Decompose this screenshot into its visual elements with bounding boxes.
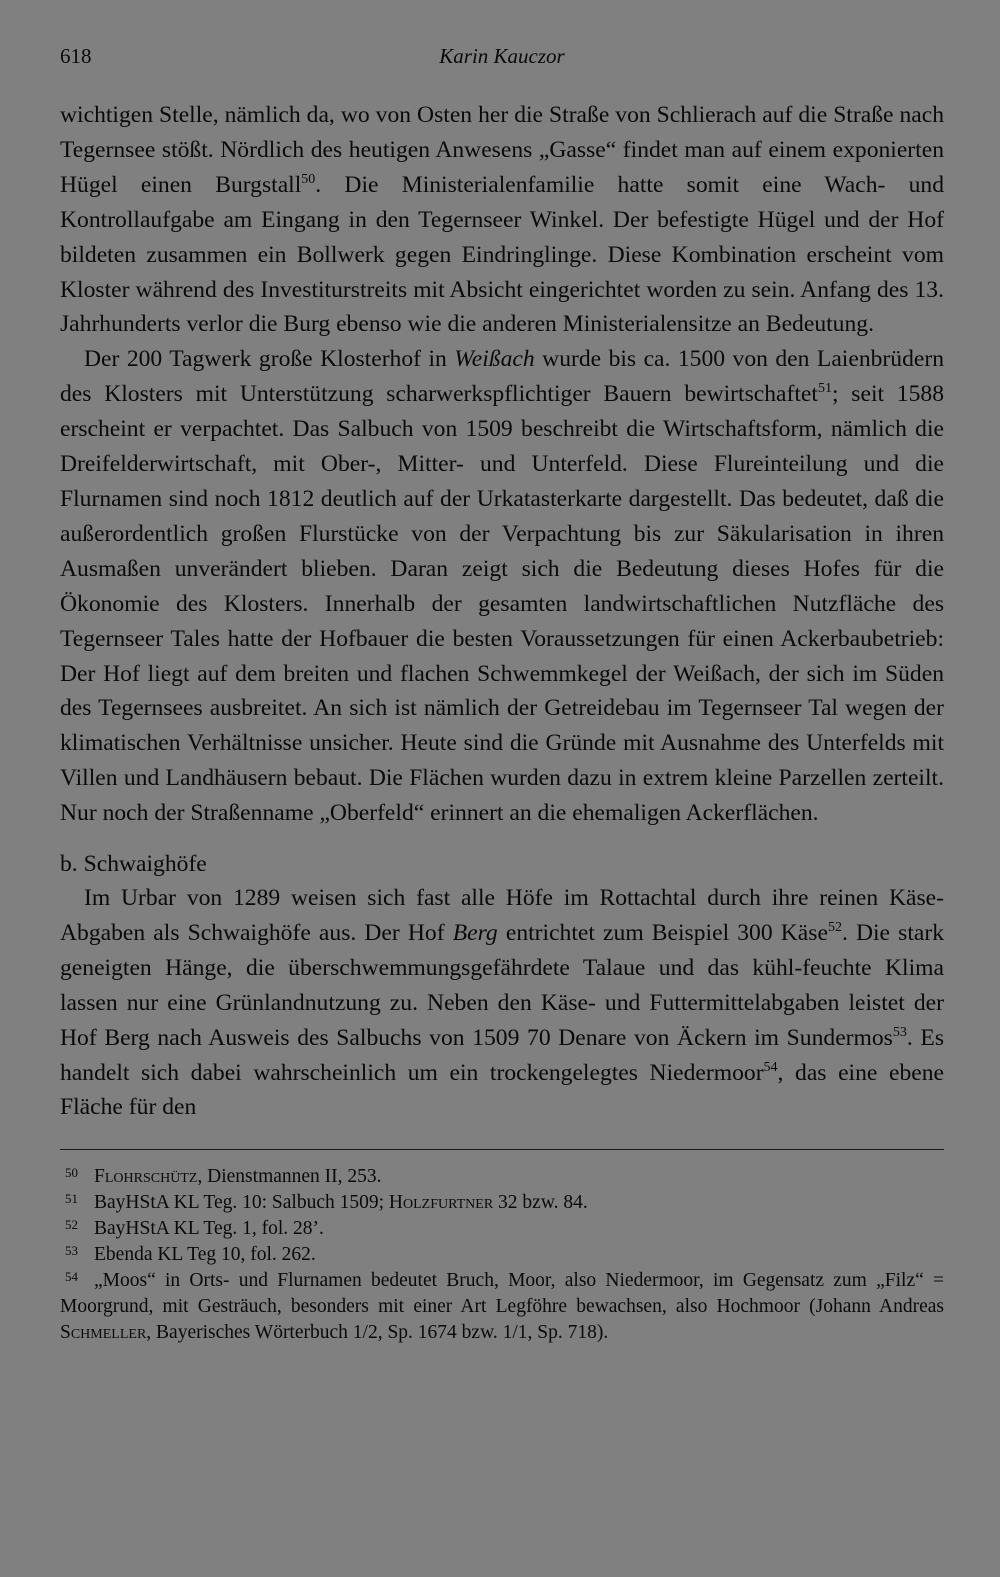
footnote-text: BayHStA KL Teg. 1, fol. 28’. xyxy=(94,1218,324,1240)
paragraph-text: Der 200 Tagwerk große Klosterhof in xyxy=(84,346,455,373)
footnote-number: 51 xyxy=(65,1191,78,1207)
footnotes xyxy=(60,1164,944,1346)
author-name: Flohrschütz xyxy=(94,1166,198,1188)
footnote-number: 53 xyxy=(65,1243,78,1259)
place-name-berg: Berg xyxy=(452,919,498,946)
footnote-text: , Dienstmannen II, 253. xyxy=(197,1166,382,1188)
page-header xyxy=(60,44,944,78)
footnote-ref-54[interactable]: 54 xyxy=(763,1059,778,1075)
paragraph-text: . Die Ministerialenfamilie hatte somit eine Wach- und Kontrollaufgabe am Eingang in den Tegernseer Winkel. Der befestigte Hügel und der Hof bildeten zusammen ein Bollwerk gegen Eindringlinge. Diese Kombination erscheint vom Kloster während des Investiturstreits mit Absicht eingerichtet worden zu sein. Anfang des 13. Jahrhunderts verlor die Burg ebenso wie die anderen Ministerialensitze an Bedeutung. xyxy=(60,171,944,338)
paragraph-text: . Es handelt sich dabei wahrscheinlich um ein trockengelegtes Niedermoor xyxy=(60,1024,944,1086)
author-name: Holzfurtner xyxy=(388,1192,494,1214)
paragraph-text: . Die stark geneigten Hänge, die überschwemmungsgefährdete Talaue und das kühl-feuchte Klima lassen nur eine Grünlandnutzung zu. Neben den Käse- und Futtermittelabgaben leistet der Hof Berg nach Ausweis des Salbuchs von 1509 70 Denare von Äckern im Sundermos xyxy=(60,919,945,1051)
running-head: Karin Kauczor xyxy=(439,44,565,68)
page-number: 618 xyxy=(60,44,92,68)
footnote-number: 50 xyxy=(65,1165,78,1181)
body-text xyxy=(60,98,944,1125)
paragraph-text: ; seit 1588 erscheint er verpachtet. Das Salbuch von 1509 beschreibt die Wirtschaftsform, nämlich die Dreifelderwirtschaft, mit Ober-, Mitter- und Unterfeld. Diese Flureinteilung und die Flurnamen sind noch 1812 deutlich auf der Urkatasterkarte dargestellt. Das bedeutet, daß die außerordentlich großen Flurstücke von der Verpachtung bis zur Säkularisation in ihren Ausmaßen unverändert blieben. Daran zeigt sich die Bedeutung dieses Hofes für die Ökonomie des Klosters. Innerhalb der gesamten landwirtschaftlichen Nutzfläche des Tegernseer Tales hatte der Hofbauer die besten Voraussetzungen für einen Ackerbaubetrieb: Der Hof liegt auf dem breiten und flachen Schwemmkegel der Weißach, der sich im Süden des Tegernsees ausbreitet. An sich ist nämlich der Getreidebau im Tegernseer Tal wegen der klimatischen Verhältnisse unsicher. Heute sind die Gründe mit Ausnahme des Unterfelds mit Villen und Landhäusern bebaut. Die Flächen wurden dazu in extrem kleine Parzellen zerteilt. Nur noch der Straßenname „Oberfeld“ erinnert an die ehemaligen Ackerflächen. xyxy=(60,381,944,827)
paragraph-text: wichtigen Stelle, nämlich da, wo von Osten her die Straße von Schlierach auf die Straße nach Tegernsee stößt. Nördlich des heutigen Anwesens „Gasse“ findet man auf einem exponierten Hügel einen Burgstall xyxy=(60,102,944,198)
footnote-54 xyxy=(60,1268,944,1346)
paragraph-schwaighoefe xyxy=(60,881,944,1125)
paragraph-text: , das eine ebene Fläche für den xyxy=(60,1059,944,1121)
footnote-text: 32 bzw. 84. xyxy=(493,1192,588,1214)
place-name-weissach: Weißach xyxy=(454,346,535,373)
footnote-50 xyxy=(60,1164,944,1190)
footnote-ref-53[interactable]: 53 xyxy=(892,1024,907,1040)
footnote-text: , Bayerisches Wörterbuch 1/2, Sp. 1674 bzw. 1/1, Sp. 718). xyxy=(146,1322,609,1344)
footnote-text: „Moos“ in Orts- und Flurnamen bedeutet Bruch, Moor, also Niedermoor, im Gegensatz zum „Filz“ = Moorgrund, mit Gesträuch, besonders mit einer Art Legföhre bewachsen, also Hochmoor (Johann Andreas xyxy=(60,1270,944,1318)
footnote-53 xyxy=(60,1242,944,1268)
book-page xyxy=(60,44,944,1346)
paragraph-text: wurde bis ca. 1500 von den Laienbrüdern des Klosters mit Unterstützung scharwerkspflichtiger Bauern bewirtschaftet xyxy=(60,346,944,408)
footnote-number: 52 xyxy=(65,1217,78,1233)
footnote-text: Ebenda KL Teg 10, fol. 262. xyxy=(94,1244,316,1266)
footnote-52 xyxy=(60,1216,944,1242)
footnote-ref-51[interactable]: 51 xyxy=(817,381,832,397)
paragraph-text: entrichtet zum Beispiel 300 Käse xyxy=(497,919,828,946)
author-name: Schmeller xyxy=(60,1322,147,1344)
paragraph-burgstall xyxy=(60,98,944,342)
paragraph-text: Im Urbar von 1289 weisen sich fast alle Höfe im Rottachtal durch ihre reinen Käse-Abgaben als Schwaighöfe aus. Der Hof xyxy=(60,885,944,946)
footnote-51 xyxy=(60,1190,944,1216)
section-heading-schwaighoefe: b. Schwaighöfe xyxy=(60,851,207,878)
paragraph-weissach xyxy=(60,342,944,831)
footnote-separator xyxy=(60,1149,944,1150)
footnote-text: BayHStA KL Teg. 10: Salbuch 1509; xyxy=(94,1192,389,1214)
footnote-ref-52[interactable]: 52 xyxy=(827,920,842,936)
footnote-ref-50[interactable]: 50 xyxy=(301,171,316,187)
footnote-number: 54 xyxy=(65,1269,78,1285)
